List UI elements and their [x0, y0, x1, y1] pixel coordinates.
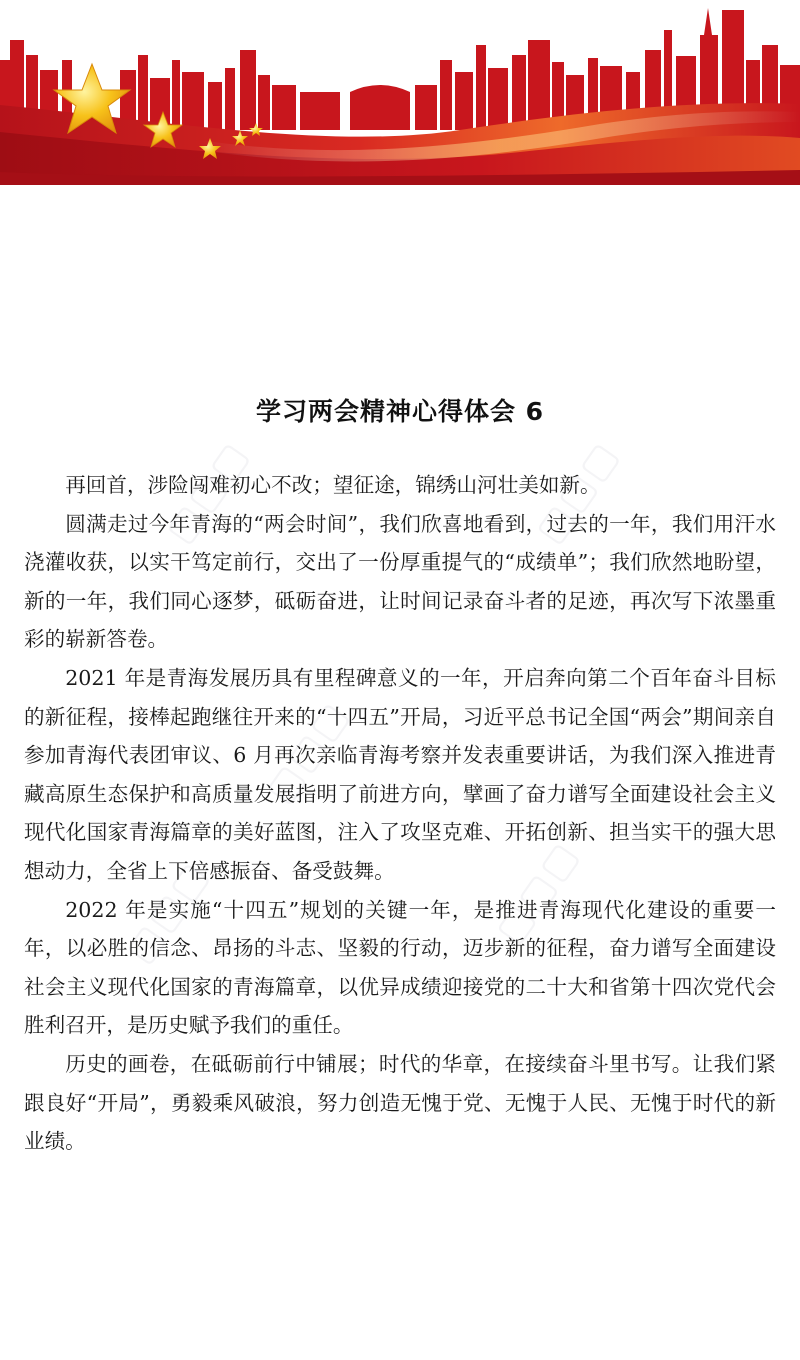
header-banner	[0, 0, 800, 190]
paragraph: 再回首，涉险闯难初心不改；望征途，锦绣山河壮美如新。	[65, 473, 601, 497]
watermark: ▢▢▢	[156, 432, 258, 552]
paragraph: 历史的画卷，在砥砺前行中铺展；时代的华章，在接续奋斗里书写。让我们紧跟良好“开局”，勇毅乘风破浪，努力创造无愧于党、无愧于人民、无愧于时代的新业绩。	[24, 1051, 776, 1154]
document-body	[24, 466, 776, 1161]
city-skyline-banner-graphic	[0, 0, 800, 190]
watermark: ▢▢▢	[256, 692, 358, 812]
paragraph: 2022 年是实施“十四五”规划的关键一年，是推进青海现代化建设的重要一年，以必胜的信念、昂扬的斗志、坚毅的行动，迈步新的征程，奋力谱写全面建设社会主义现代化国家的青海篇章，以优异成绩迎接党的二十大和省第十四次党代会胜利召开，是历史赋予我们的重任。	[24, 897, 776, 1038]
paragraph: 2021 年是青海发展历具有里程碑意义的一年，开启奔向第二个百年奋斗目标的新征程，接棒起跑继往开来的“十四五”开局，习近平总书记全国“两会”期间亲自参加青海代表团审议、6 月再次亲临青海考察并发表重要讲话，为我们深入推进青藏高原生态保护和高质量发展指明了前进方向，擘画了奋力谱写全面建设社会主义现代化国家青海篇章的美好蓝图，注入了攻坚克难、开拓创新、担当实干的强大思想动力，全省上下倍感振奋、备受鼓舞。	[24, 665, 776, 883]
watermark: ▢▢▢	[526, 432, 628, 552]
watermark: ▢▢▢	[116, 852, 218, 972]
document-title: 学习两会精神心得体会 6	[255, 397, 545, 426]
watermark: ▢▢▢	[486, 832, 588, 952]
paragraph: 圆满走过今年青海的“两会时间”，我们欣喜地看到，过去的一年，我们用汗水浇灌收获，以实干笃定前行，交出了一份厚重提气的“成绩单”；我们欣然地盼望，新的一年，我们同心逐梦，砥砺奋进，让时间记录奋斗者的足迹，再次写下浓墨重彩的崭新答卷。	[24, 511, 776, 652]
